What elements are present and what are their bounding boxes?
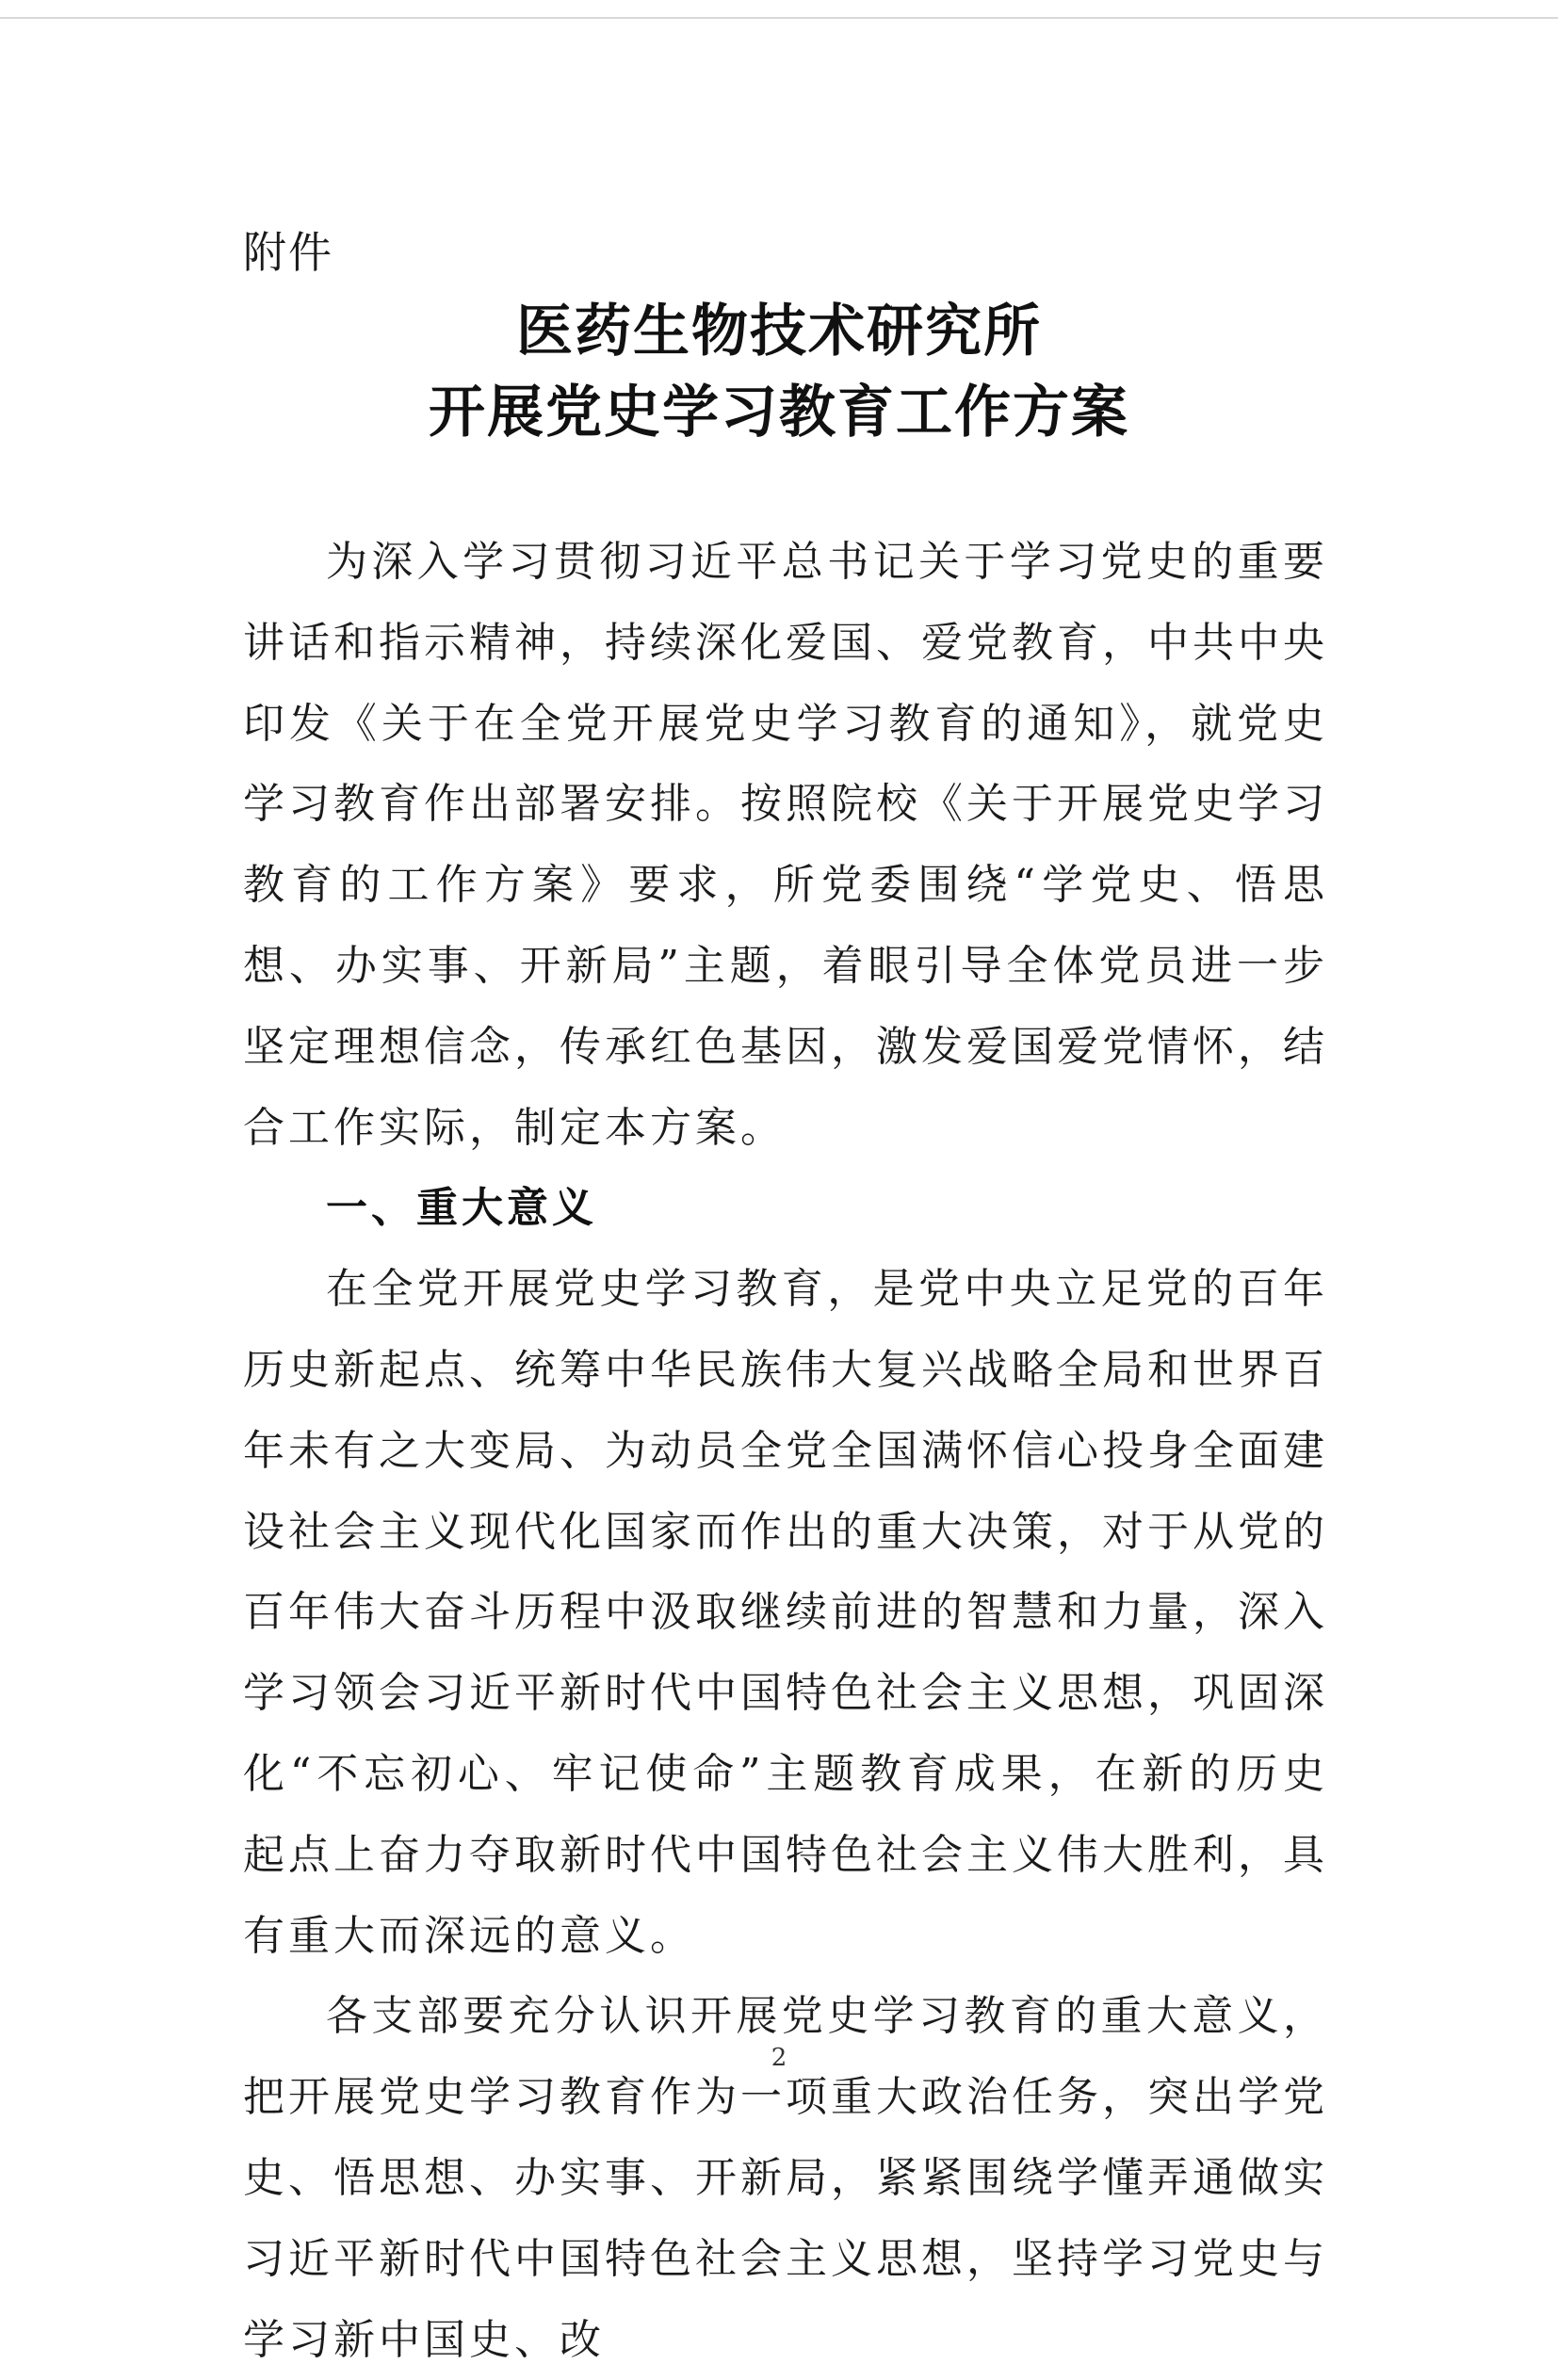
- intro-paragraph: 为深入学习贯彻习近平总书记关于学习党史的重要讲话和指示精神，持续深化爱国、爱党教育，中共中央印发《关于在全党开展党史学习教育的通知》，就党史学习教育作出部署安排。按照院校《关于开展党史学习教育的工作方案》要求，所党委围绕“学党史、悟思想、办实事、开新局”主题，着眼引导全体党员进一步坚定理想信念，传承红色基因，激发爱国爱党情怀，结合工作实际，制定本方案。: [243, 538, 1328, 1152]
- significance-paragraph-2: 各支部要充分认识开展党史学习教育的重大意义，把开展党史学习教育作为一项重大政治任务，突出学党史、悟思想、办实事、开新局，紧紧围绕学懂弄通做实习近平新时代中国特色社会主义思想，坚持学习党史与学习新中国史、改: [243, 1992, 1328, 2364]
- section-heading-significance: 一、重大意义: [326, 1184, 597, 1233]
- document-title-line-1: 医药生物技术研究所: [516, 299, 1042, 364]
- page-number: 2: [771, 2044, 787, 2072]
- document-title-line-2: 开展党史学习教育工作方案: [429, 380, 1129, 445]
- significance-paragraph-1: 在全党开展党史学习教育，是党中央立足党的百年历史新起点、统筹中华民族伟大复兴战略全局和世界百年未有之大变局、为动员全党全国满怀信心投身全面建设社会主义现代化国家而作出的重大决策，对于从党的百年伟大奋斗历程中汲取继续前进的智慧和力量，深入学习领会习近平新时代中国特色社会主义思想，巩固深化“不忘初心、牢记使命”主题教育成果，在新的历史起点上奋力夺取新时代中国特色社会主义伟大胜利，具有重大而深远的意义。: [243, 1265, 1328, 1960]
- top-rule: [0, 17, 1558, 19]
- document-body: [243, 522, 1328, 2380]
- attachment-label: 附件: [243, 227, 333, 278]
